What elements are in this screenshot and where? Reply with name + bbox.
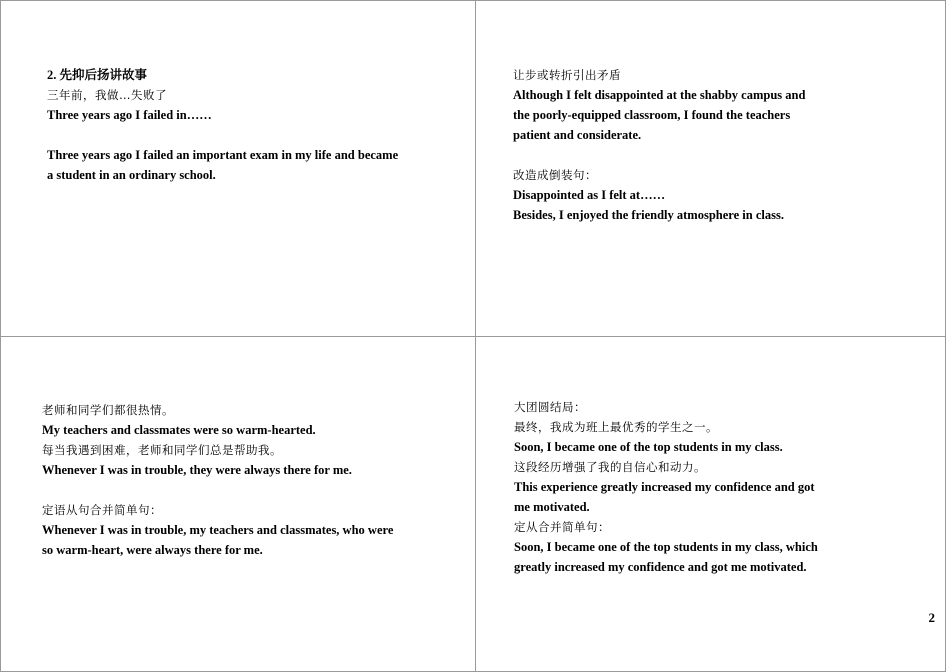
panel-2-line-4: patient and considerate. [513,128,642,142]
panel-1-line-3: Three years ago I failed in…… [47,108,212,122]
panel-2-line-1: 让步或转折引出矛盾 [513,68,621,82]
section-heading: 2. 先抑后扬讲故事 [47,68,148,82]
panel-4-line-2: 最终，我成为班上最优秀的学生之一。 [514,420,718,434]
page-number: 2 [928,610,935,625]
panel-3-line-1: 老师和同学们都很热情。 [42,403,174,417]
panel-4-line-3: Soon, I became one of the top students in my class. [514,440,783,454]
panel-3-line-3: 每当我遇到困难，老师和同学们总是帮助我。 [42,443,282,457]
panel-3-line-2: My teachers and classmates were so warm-hearted. [42,423,316,437]
panel-3-blank [42,480,393,500]
panel-1-line-5: Three years ago I failed an important exam in my life and became [47,148,399,162]
panel-2-text [513,65,805,225]
panel-4-line-7: 定从合并简单句： [514,520,610,534]
panel-3-line-4: Whenever I was in trouble, they were always there for me. [42,463,352,477]
panel-2-line-6: 改造成倒装句： [513,168,597,182]
panel-1-line-2: 三年前，我做…失败了 [47,88,167,102]
panel-2-line-7: Disappointed as I felt at…… [513,188,666,202]
panel-4-text [514,397,818,577]
panel-3-line-6: 定语从句合并简单句： [42,503,162,517]
panel-2-blank [513,145,805,165]
panel-1-blank [47,125,398,145]
panel-3-line-7: Whenever I was in trouble, my teachers and classmates, who were [42,523,394,537]
panel-1-line-6: a student in an ordinary school. [47,168,216,182]
panel-4-line-9: greatly increased my confidence and got me motivated. [514,560,807,574]
panel-4-line-1: 大团圆结局： [514,400,586,414]
panel-2-line-2: Although I felt disappointed at the shabby campus and [513,88,806,102]
panel-1-line-1 [47,65,398,85]
panel-4-line-5: This experience greatly increased my confidence and got [514,480,815,494]
panel-2-line-8: Besides, I enjoyed the friendly atmosphere in class. [513,208,784,222]
panel-4-line-8: Soon, I became one of the top students in my class, which [514,540,818,554]
panel-3-line-8: so warm-heart, were always there for me. [42,543,263,557]
panel-1-text [47,65,398,185]
panel-4-line-4: 这段经历增强了我的自信心和动力。 [514,460,706,474]
panel-3-text [42,400,393,560]
panel-2-line-3: the poorly-equipped classroom, I found the teachers [513,108,791,122]
panel-4-line-6: me motivated. [514,500,590,514]
